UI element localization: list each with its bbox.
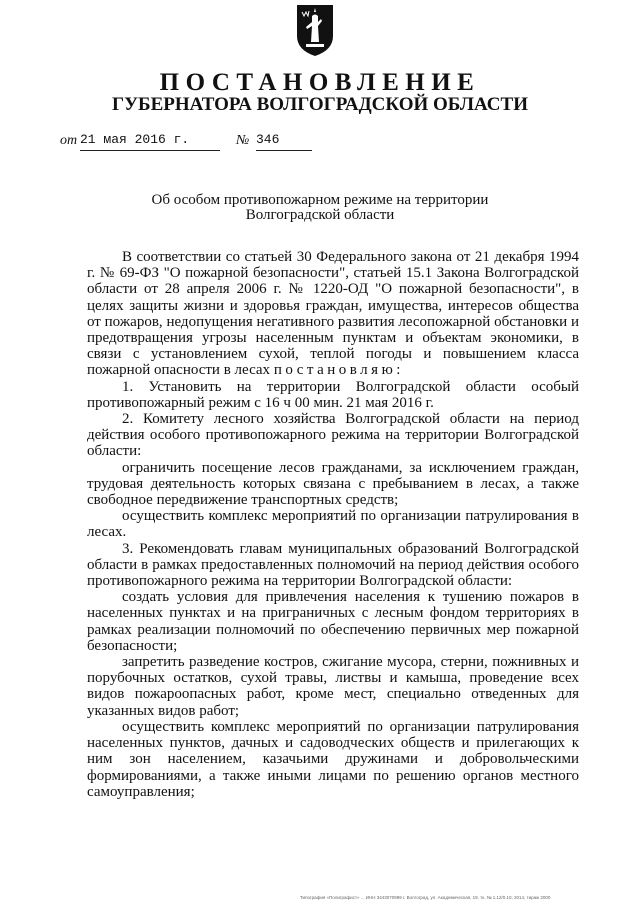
paragraph-3a: создать условия для привлечения населения к тушению пожаров в населенных пунктах и на приграничных с лесным фондом территориях в рамках реализации полномочий по обеспечению первичных мер пожарной безопасности; <box>87 589 579 654</box>
printer-footer: Типография «Полиграфист» ... ИНН 3443070999 г. Волгоград, ул. Академическая, 19. тк. № 1.12/0.10, 2014, тираж 2000 <box>300 895 551 900</box>
coat-of-arms-emblem <box>294 2 336 58</box>
date-value: 21 мая 2016 г. <box>80 130 220 151</box>
paragraph-3c: осуществить комплекс мероприятий по организации патрулирования населенных пунктов, дачных и садоводческих обществ и прилегающих к ним зон населением, казачьими дружинами и добровольческими формированиями, а также иными лицами по решению органов местного самоуправления; <box>87 718 579 800</box>
number-label: № <box>236 133 250 148</box>
decree-heading: ПОСТАНОВЛЕНИЕ <box>159 69 481 96</box>
governor-heading: ГУБЕРНАТОРА ВОЛГОГРАДСКОЙ ОБЛАСТИ <box>112 94 528 115</box>
date-label: от <box>60 133 78 148</box>
paragraph-2a: ограничить посещение лесов гражданами, за исключением граждан, трудовая деятельность которых связана с пребыванием в лесах, а также свободное передвижение транспортных средств; <box>87 459 579 509</box>
intro-paragraph: В соответствии со статьей 30 Федерального закона от 21 декабря 1994 г. № 69-ФЗ "О пожарной безопасности", статьей 15.1 Закона Волгоградской области от 28 апреля 2006 г. № 1220-ОД "О пожарной безопасности", в целях защиты жизни и здоровья граждан, имущества, интересов общества от пожаров, недопущения негативного развития лесопожарной обстановки и предотвращения угрозы населенным пунктам и объектам экономики, в связи с установлением сухой, теплой погоды и повышением класса пожарной опасности в лесах постановляю: <box>87 249 579 379</box>
paragraph-3b: запретить разведение костров, сжигание мусора, стерни, пожнивных и порубочных остатков, сухой травы, листвы и камыша, проведение всех видов пожароопасных работ, кроме мест, специально отведенных для указанных видов работ; <box>87 654 579 719</box>
decree-word: постановляю: <box>273 362 404 379</box>
document-body <box>87 249 579 800</box>
paragraph-2b: осуществить комплекс мероприятий по организации патрулирования в лесах. <box>87 508 579 541</box>
document-title: Об особом противопожарном режиме на территории Волгоградской области <box>151 192 489 223</box>
paragraph-2: 2. Комитету лесного хозяйства Волгоградской области на период действия особого противопожарного режима на территории Волгоградской области: <box>87 411 579 460</box>
paragraph-1: 1. Установить на территории Волгоградской области особый противопожарный режим с 16 ч 00 мин. 21 мая 2016 г. <box>87 378 579 411</box>
paragraph-3: 3. Рекомендовать главам муниципальных образований Волгоградской области в рамках предоставленных полномочий на период действия особого противопожарного режима на территории Волгоградской области: <box>87 540 579 590</box>
number-value: 346 <box>256 130 312 151</box>
